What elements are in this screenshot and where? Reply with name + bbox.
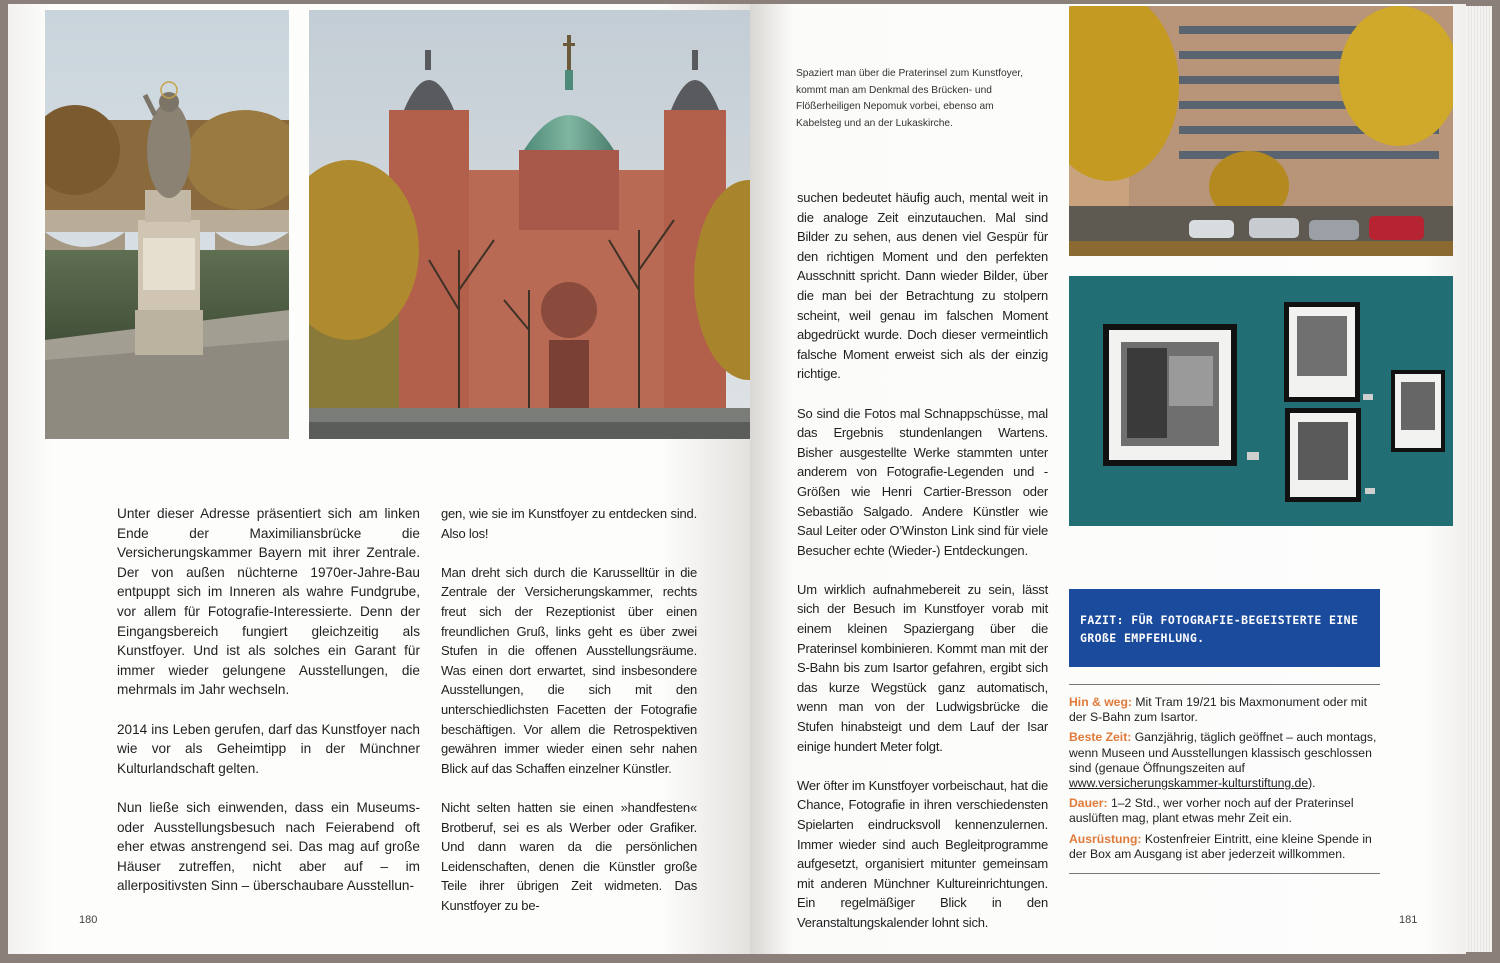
- info-ausruestung: [1069, 832, 1380, 862]
- info-dauer: [1069, 796, 1380, 826]
- info-box: [1069, 684, 1380, 874]
- left-column-1: [117, 504, 420, 915]
- info-text: Kostenfreier Eintritt, eine kleine Spende in der Box am Ausgang ist aber jederzeit willkommen.: [1069, 831, 1372, 861]
- paragraph: So sind die Fotos mal Schnappschüsse, mal das Ergebnis stundenlangen Wartens. Bisher ausgestellte Werke stammten unter anderem von Fotografie-Legenden und -Größen wie Henri Cartier-Bresson oder Sebastião Salgado. Andere Künstler wie Saul Leiter oder O’Winston Link sind für viele Besucher echte (Wieder-) Entdeckungen.: [797, 405, 1048, 558]
- paragraph: Nicht selten hatten sie einen »handfesten« Brotberuf, sei es als Werber oder Grafiker. Und dann waren da die persönlichen Leidenschaften, denen die Künstler große Teile ihrer übrigen Zeit widmeten. Das Kunstfoyer zu be-: [441, 799, 697, 913]
- website-link[interactable]: www.versicherungskammer-kulturstiftung.de: [1069, 776, 1309, 791]
- paragraph: Unter dieser Adresse präsentiert sich am linken Ende der Maximiliansbrücke die Versicherungskammer Bayern mit ihrer Zentrale. Der von außen nüchterne 1970er-Jahre-Bau entpuppt sich im Inneren als wahre Fundgrube, vor allem für Fotografie-Interessierte. Denn der Eingangsbereich fungiert gleichzeitig als Kunstfoyer. Und ist als solches ein Garant für immer wieder gelungene Ausstellungen, die mehrmals im Jahr wechseln.: [117, 506, 420, 698]
- fazit-box: FAZIT: FÜR FOTOGRAFIE-BEGEISTERTE EINE GROßE EMPFEHLUNG.: [1069, 589, 1380, 667]
- paragraph: suchen bedeutet häufig auch, mental weit in die analoge Zeit einzutauchen. Mal sind Bilder zu sehen, aus denen viel Gespür für den richtigen Moment und den perfekten Ausschnitt spricht. Dann wieder Bilder, über die man bei der Betrachtung zu stolpern scheint, weil genau im falschen Moment abgedrückt wurde. Doch dieser vermeintlich falsche Moment erweist sich als der einzig richtige.: [797, 190, 1048, 382]
- exhibition-wall-photo: [1069, 276, 1453, 526]
- paragraph: Wer öfter im Kunstfoyer vorbeischaut, hat die Chance, Fotografie in ihren verschiedensten Spielarten eindrucksvoll kennenzulernen. Immer wieder sind auch Begleitprogramme aufgesetzt, organisiert mitunter gemeinsam mit anderen Münchner Kultureinrichtungen. Ein regelmäßiger Blick in den Veranstaltungskalender lohnt sich.: [797, 777, 1048, 930]
- photo-caption: Spaziert man über die Praterinsel zum Kunstfoyer, kommt man am Denkmal des Brücken- und Flößerheiligen Nepomuk vorbei, ebenso am Kabelsteg und an der Lukaskirche.: [796, 68, 1024, 129]
- paragraph: Um wirklich aufnahmebereit zu sein, lässt sich der Besuch im Kunstfoyer vorab mit einem kleinen Spaziergang über die Praterinsel kombinieren. Kommt man mit der S-Bahn bis zum Isartor gefahren, ergibt sich das kurze Wegstück ganz automatisch, wenn man von der Ludwigsbrücke die Stufen hinabsteigt und dem Lauf der Isar einige hundert Meter folgt.: [797, 581, 1048, 754]
- paragraph: Nun ließe sich einwenden, dass ein Museums- oder Ausstellungsbesuch nach Feierabend oft eher etwas anstrengend sei. Das mag auf große Häuser zutreffen, nicht aber auf – im allerpositivsten Sinn – überschaubare Ausstellun-: [117, 799, 420, 894]
- left-column-2: [441, 504, 697, 935]
- info-text: Ganzjährig, täglich geöffnet – auch montags, wenn Museen und Ausstellungen klassisch geschlossen sind (genaue Öffnungszeiten auf: [1069, 730, 1377, 775]
- info-label: Dauer:: [1069, 796, 1108, 811]
- info-text: Mit Tram 19/21 bis Maxmonument oder mit der S-Bahn zum Isartor.: [1069, 695, 1368, 725]
- paragraph: 2014 ins Leben gerufen, darf das Kunstfoyer nach wie vor als Geheimtipp in der Münchner Kulturlandschaft gelten.: [117, 721, 420, 776]
- info-hin-weg: [1069, 695, 1380, 725]
- right-column-1: [797, 188, 1048, 952]
- info-text: ).: [1308, 776, 1316, 791]
- info-text: 1–2 Std., wer vorher noch auf der Praterinsel auslüften mag, plant etwas mehr Zeit ein.: [1069, 796, 1354, 826]
- paragraph: Man dreht sich durch die Karusselltür in die Zentrale der Versicherungskammer, rechts freut sich der Rezeptionist über einen freundlichen Gruß, links geht es über zwei Stufen in die offenen Ausstellungsräume. Was einen dort erwartet, sind insbesondere Ausstellungen, die sich mit den unterschiedlichsten Facetten der Fotografie beschäftigen. Vor allem die Retrospektiven gewähren immer wieder einen sehr nahen Blick auf das Schaffen einzelner Künstler.: [441, 564, 697, 776]
- paragraph: gen, wie sie im Kunstfoyer zu entdecken sind. Also los!: [441, 506, 697, 541]
- page-number-right: 181: [1399, 914, 1418, 926]
- nepomuk-statue-photo: [45, 10, 289, 439]
- page-stack-edge: [1466, 6, 1492, 952]
- info-label: Hin & weg:: [1069, 695, 1132, 709]
- lukaskirche-photo: [309, 10, 784, 439]
- info-beste-zeit: [1069, 730, 1380, 791]
- page-number-left: 180: [79, 914, 98, 926]
- info-label: Ausrüstung:: [1069, 831, 1142, 846]
- versicherungskammer-building-photo: [1069, 6, 1453, 256]
- info-label: Beste Zeit:: [1069, 730, 1132, 745]
